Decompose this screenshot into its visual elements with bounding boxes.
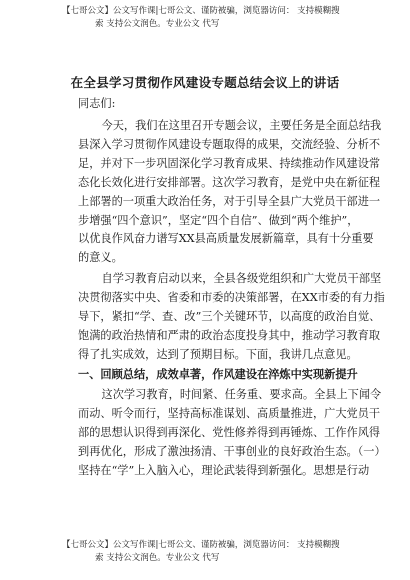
paragraph-line: 自学习教育启动以来，全县各级党组织和广大党员干部坚 [101,272,382,285]
paragraph-line: 以优良作风奋力谱写XX县高质量发展新篇章，具有十分重要 [78,232,374,246]
greeting: 同志们: [78,97,116,110]
page-footer-watermark [62,539,340,565]
paragraph-line: 导下，紧扣“学、查、改”三个关键环节，以高度的政治自觉、 [78,309,381,323]
paragraph-line: 部的思想认识得到再深化、党性修养得到再锤炼、工作作风得 [78,425,381,439]
section-heading-text: 一、回顾总结，成效卓著，作风建设在淬炼中实现新提升 [78,367,358,381]
paragraph-line: 的意义。 [78,251,123,265]
paragraph-line: 步增强“四个意识”，坚定“四个自信”、做到“两个维护”， [78,213,359,227]
paragraph-line: 县深入学习贯彻作风建设专题取得的成果，交流经验、分析不 [78,137,381,151]
paragraph-1 [78,117,382,268]
paragraph-3 [78,386,386,481]
paragraph-line: 而动、听令而行，坚持高标准谋划、高质量推进，广大党员干 [78,406,381,420]
footer-line-2: 索 支持公文润色。专业公文 代写 [95,553,220,563]
page-header-watermark [62,5,340,31]
paragraph-line: 饱满的政治热情和严肃的政治态度投身其中，推动学习教育取 [78,328,381,342]
section-heading-1 [78,365,356,384]
header-line-2: 索 支持公文润色。专业公文 代写 [95,19,220,29]
footer-line-1: 【七哥公文】公文写作课|七哥公文、谨防被骗，浏览器访问： 支持模糊搜 [62,540,340,550]
paragraph-line: 上部署的一项重大政治任务，对于引导全县广大党员干部进一 [78,194,381,208]
paragraph-line: 这次学习教育，时间紧、任务重、要求高。全县上下闻令 [101,388,382,401]
paragraph-line: 态化长效化进行安排部署。这次学习教育，是党中央在新征程 [78,175,381,189]
paragraph-line: 足，并对下一步巩固深化学习教育成果、持续推动作风建设常 [78,156,381,170]
paragraph-line: 到再优化，形成了激浊扬清、干事创业的良好政治生态。（一） [78,444,386,458]
paragraph-line: 今天，我们在这里召开专题会议，主要任务是全面总结我 [101,119,382,132]
document-title: 在全县学习贯彻作风建设专题总结会议上的讲话 [70,75,340,90]
paragraph-line: 决贯彻落实中央、省委和市委的决策部署，在XX市委的有力指 [78,290,385,304]
paragraph-line: 得了扎实成效，达到了预期目标。下面，我讲几点意见。 [78,347,358,361]
paragraph-line: 坚持在“学”上入脑入心，理论武装得到新强化。思想是行动 [78,463,370,477]
header-line-1: 【七哥公文】公文写作课|七哥公文、谨防被骗，浏览器访问： 支持模糊搜 [62,6,340,16]
paragraph-2 [78,270,385,365]
